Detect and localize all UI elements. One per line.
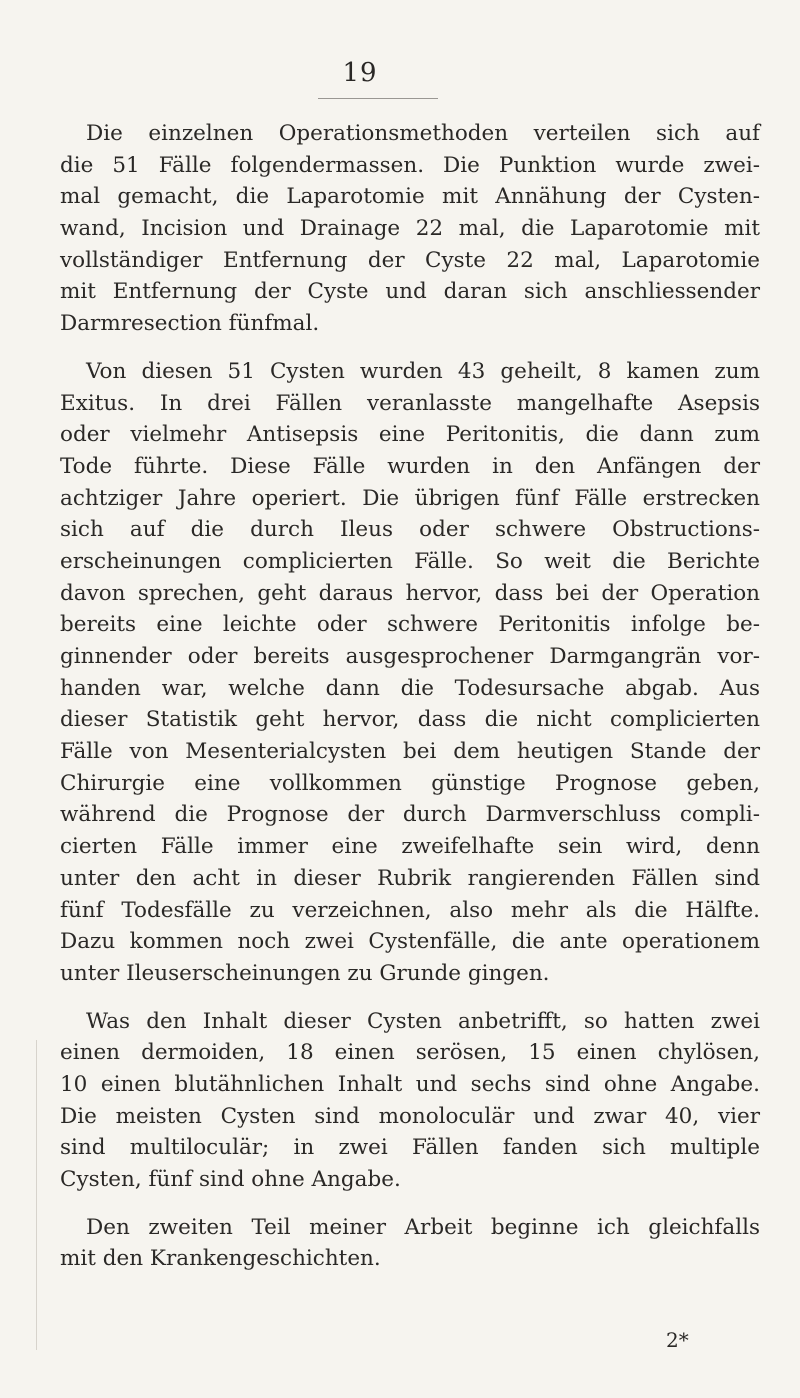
text-line: fünf Todesfälle zu verzeichnen, also mehr als die Hälfte.	[60, 897, 760, 923]
text-line: Von diesen 51 Cysten wurden 43 geheilt, 8 kamen zum	[86, 358, 760, 384]
text-line: mal gemacht, die Laparotomie mit Annähung der Cysten-	[60, 184, 760, 210]
text-line: Exitus. In drei Fällen veranlasste mangelhafte Asepsis	[60, 390, 760, 416]
text-line: handen war, welche dann die Todesursache abgab. Aus	[60, 675, 760, 701]
page-number: 19	[342, 58, 378, 88]
text-line: unter den acht in dieser Rubrik rangierenden Fällen sind	[60, 865, 760, 891]
text-line: oder vielmehr Antisepsis eine Peritonitis, die dann zum	[60, 422, 760, 448]
text-line: cierten Fälle immer eine zweifelhafte sein wird, denn	[60, 834, 760, 860]
text-line: Die einzelnen Operationsmethoden verteilen sich auf	[86, 121, 760, 146]
text-line: Darmresection fünfmal.	[60, 311, 320, 337]
printer-signature-mark: 2*	[666, 1328, 689, 1352]
paragraph-2	[60, 356, 760, 990]
text-line: mit Entfernung der Cyste und daran sich anschliessender	[60, 279, 760, 305]
text-line: ginnender oder bereits ausgesprochener Darmgangrän vor-	[60, 644, 760, 669]
text-line: während die Prognose der durch Darmverschluss compli-	[60, 802, 760, 828]
text-line: Tode führte. Diese Fälle wurden in den Anfängen der	[60, 453, 760, 479]
text-line: vollständiger Entfernung der Cyste 22 mal, Laparotomie	[60, 247, 760, 273]
text-line: einen dermoiden, 18 einen serösen, 15 einen chylösen,	[60, 1040, 760, 1066]
text-line: 10 einen blutähnlichen Inhalt und sechs sind ohne Angabe.	[60, 1071, 760, 1097]
text-line: Cysten, fünf sind ohne Angabe.	[60, 1167, 401, 1192]
text-line: Die meisten Cysten sind monoloculär und zwar 40, vier	[60, 1103, 760, 1129]
text-line: davon sprechen, geht daraus hervor, dass bei der Operation	[60, 580, 760, 606]
text-line: Den zweiten Teil meiner Arbeit beginne ich gleichfalls	[86, 1214, 760, 1240]
text-line: dieser Statistik geht hervor, dass die nicht complicierten	[60, 707, 760, 733]
text-line: achtziger Jahre operiert. Die übrigen fünf Fälle erstrecken	[60, 485, 760, 511]
text-line: erscheinungen complicierten Fälle. So weit die Berichte	[60, 548, 760, 574]
text-line: sich auf die durch Ileus oder schwere Obstructions-	[60, 517, 760, 543]
text-line: Chirurgie eine vollkommen günstige Prognose geben,	[60, 770, 760, 796]
text-line: Was den Inhalt dieser Cysten anbetrifft, so hatten zwei	[86, 1008, 760, 1034]
header-rule	[318, 98, 438, 99]
paragraph-4	[60, 1212, 760, 1275]
text-line: Fälle von Mesenterialcysten bei dem heutigen Stande der	[60, 739, 760, 765]
text-line: wand, Incision und Drainage 22 mal, die Laparotomie mit	[60, 216, 760, 242]
text-line: die 51 Fälle folgendermassen. Die Punktion wurde zwei-	[60, 152, 760, 178]
text-line: unter Ileuserscheinungen zu Grunde gingen.	[60, 960, 550, 986]
text-line: mit den Krankengeschichten.	[60, 1246, 381, 1272]
paragraph-3	[60, 1006, 760, 1196]
body-text	[60, 118, 760, 1275]
text-line: sind multiloculär; in zwei Fällen fanden sich multiple	[60, 1135, 760, 1161]
text-line: Dazu kommen noch zwei Cystenfälle, die ante operationem	[60, 929, 760, 955]
text-line: bereits eine leichte oder schwere Peritonitis infolge be-	[60, 612, 760, 638]
scan-edge-line	[36, 1040, 37, 1350]
paragraph-1	[60, 118, 760, 340]
